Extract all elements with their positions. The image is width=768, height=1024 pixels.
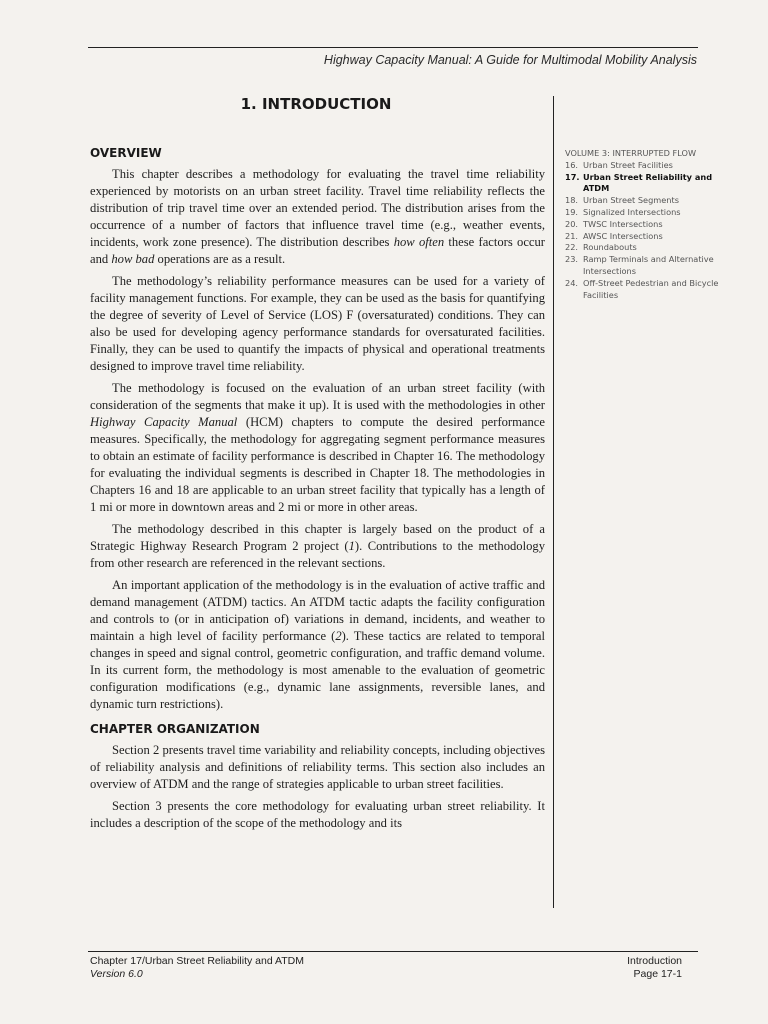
emphasis: how often [393, 235, 445, 249]
toc-item-label: Ramp Terminals and Alternative Intersections [583, 254, 714, 276]
toc-item-label: Signalized Intersections [583, 206, 681, 217]
emphasis: 1 [348, 539, 355, 553]
emphasis: Highway Capacity Manual [90, 415, 238, 429]
footer-left [90, 955, 304, 981]
toc-item-label: Urban Street Facilities [583, 159, 673, 170]
toc-item-number: 20. [565, 218, 579, 229]
paragraph: This chapter describes a methodology for evaluating the travel time reliability experienced by motorists on an urban street facility. Travel time reliability reflects the distribution of trip travel time over an extended period. The distribution arises from the occurrence of a number of factors that influence travel time (e.g., weather events, incidents, work zone presence). The distribution describes how often these factors occur and how bad operations are as a result. [90, 167, 545, 266]
toc-item [565, 219, 725, 231]
volume-label: VOLUME 3: INTERRUPTED FLOW [565, 148, 697, 158]
toc-item-label: TWSC Intersections [583, 218, 663, 229]
toc-item-label: Off-Street Pedestrian and Bicycle Facilities [583, 277, 719, 300]
paragraph: The methodology is focused on the evaluation of an urban street facility (with consideration of the segments that make it up). It is used with the methodologies in other Highway Capacity Manual (HCM) chapters to compute the desired performance measures. Specifically, the methodology for aggregating segment performance measures to obtain an estimate of facility performance is described in Chapter 16. The methodology for evaluating the individual segments is described in Chapter 18. The methodologies in Chapters 16 and 18 are applicable to an urban street facility that typically has a length of 1 mi or more in downtown areas and 2 mi or more in other areas. [90, 381, 545, 514]
toc-item [565, 207, 725, 219]
toc-item [565, 254, 725, 278]
footer-version: Version 6.0 [90, 968, 143, 980]
chapter-navigator [565, 148, 725, 301]
chapter-title: 1. INTRODUCTION [240, 95, 392, 113]
header-rule [88, 47, 698, 48]
paragraph: The methodology’s reliability performance measures can be used for a variety of facility management functions. For example, they can be used as the basis for quantifying the degree of severity of Level of Service (LOS) F (oversaturated) conditions. They can also be used for developing agency performance standards for oversaturated facilities. Finally, they can be used to quantify the impacts of physical and operational treatments designed to improve travel time reliability. [90, 274, 545, 373]
toc-item-number: 18. [565, 195, 579, 206]
toc-item-label: Roundabouts [583, 242, 637, 253]
footer-chapter: Chapter 17/Urban Street Reliability and ATDM [90, 955, 304, 967]
toc-item-number: 16. [565, 159, 579, 170]
footer-section: Introduction [627, 955, 682, 967]
toc-item [565, 242, 725, 254]
main-text [90, 146, 545, 832]
section-heading: CHAPTER ORGANIZATION [90, 722, 260, 736]
emphasis: how bad [111, 252, 155, 266]
footer-rule [88, 951, 698, 952]
toc-item [565, 231, 725, 243]
paragraph: Section 2 presents travel time variability and reliability concepts, including objectives of reliability analysis and definitions of reliability terms. This section also includes an overview of ATDM and the range of strategies applicable to urban street facilities. [90, 743, 545, 791]
section-heading: OVERVIEW [90, 146, 162, 160]
running-header: Highway Capacity Manual: A Guide for Multimodal Mobility Analysis [323, 53, 697, 67]
toc-item-number: 21. [565, 230, 579, 241]
paragraph: Section 3 presents the core methodology for evaluating urban street reliability. It includes a description of the scope of the methodology and its [90, 799, 545, 830]
toc-item [565, 278, 725, 302]
toc-item-number: 22. [565, 242, 579, 253]
toc-item-number: 23. [565, 254, 579, 265]
toc-item-number: 17. [565, 171, 580, 182]
toc-list [565, 160, 725, 302]
toc-item-number: 24. [565, 277, 579, 288]
emphasis: 2 [335, 629, 342, 643]
paragraph: The methodology described in this chapter is largely based on the product of a Strategic Highway Research Program 2 project (1). Contributions to the methodology from other research are referenced in the relevant sections. [90, 522, 545, 570]
toc-item-number: 19. [565, 206, 579, 217]
toc-item [565, 172, 725, 196]
toc-item-label: AWSC Intersections [583, 230, 663, 241]
toc-item-label: Urban Street Segments [583, 195, 679, 206]
margin-divider [553, 96, 554, 908]
footer-right [627, 955, 682, 981]
page-number: Page 17-1 [633, 968, 682, 980]
paragraph: An important application of the methodology is in the evaluation of active traffic and demand management (ATDM) tactics. An ATDM tactic adapts the facility configuration and controls to (or in anticipation of) variations in demand, incidents, and weather to maintain a high level of facility performance (2). These tactics are related to temporal changes in speed and signal control, geometric configuration, and traffic demand volume. In its current form, the methodology is most amenable to the evaluation of geometric configuration modifications (e.g., dynamic lane assignments, reversible lanes, and dynamic turn restrictions). [90, 578, 545, 711]
toc-item [565, 160, 725, 172]
toc-item [565, 195, 725, 207]
toc-item-label: Urban Street Reliability and ATDM [583, 171, 713, 194]
